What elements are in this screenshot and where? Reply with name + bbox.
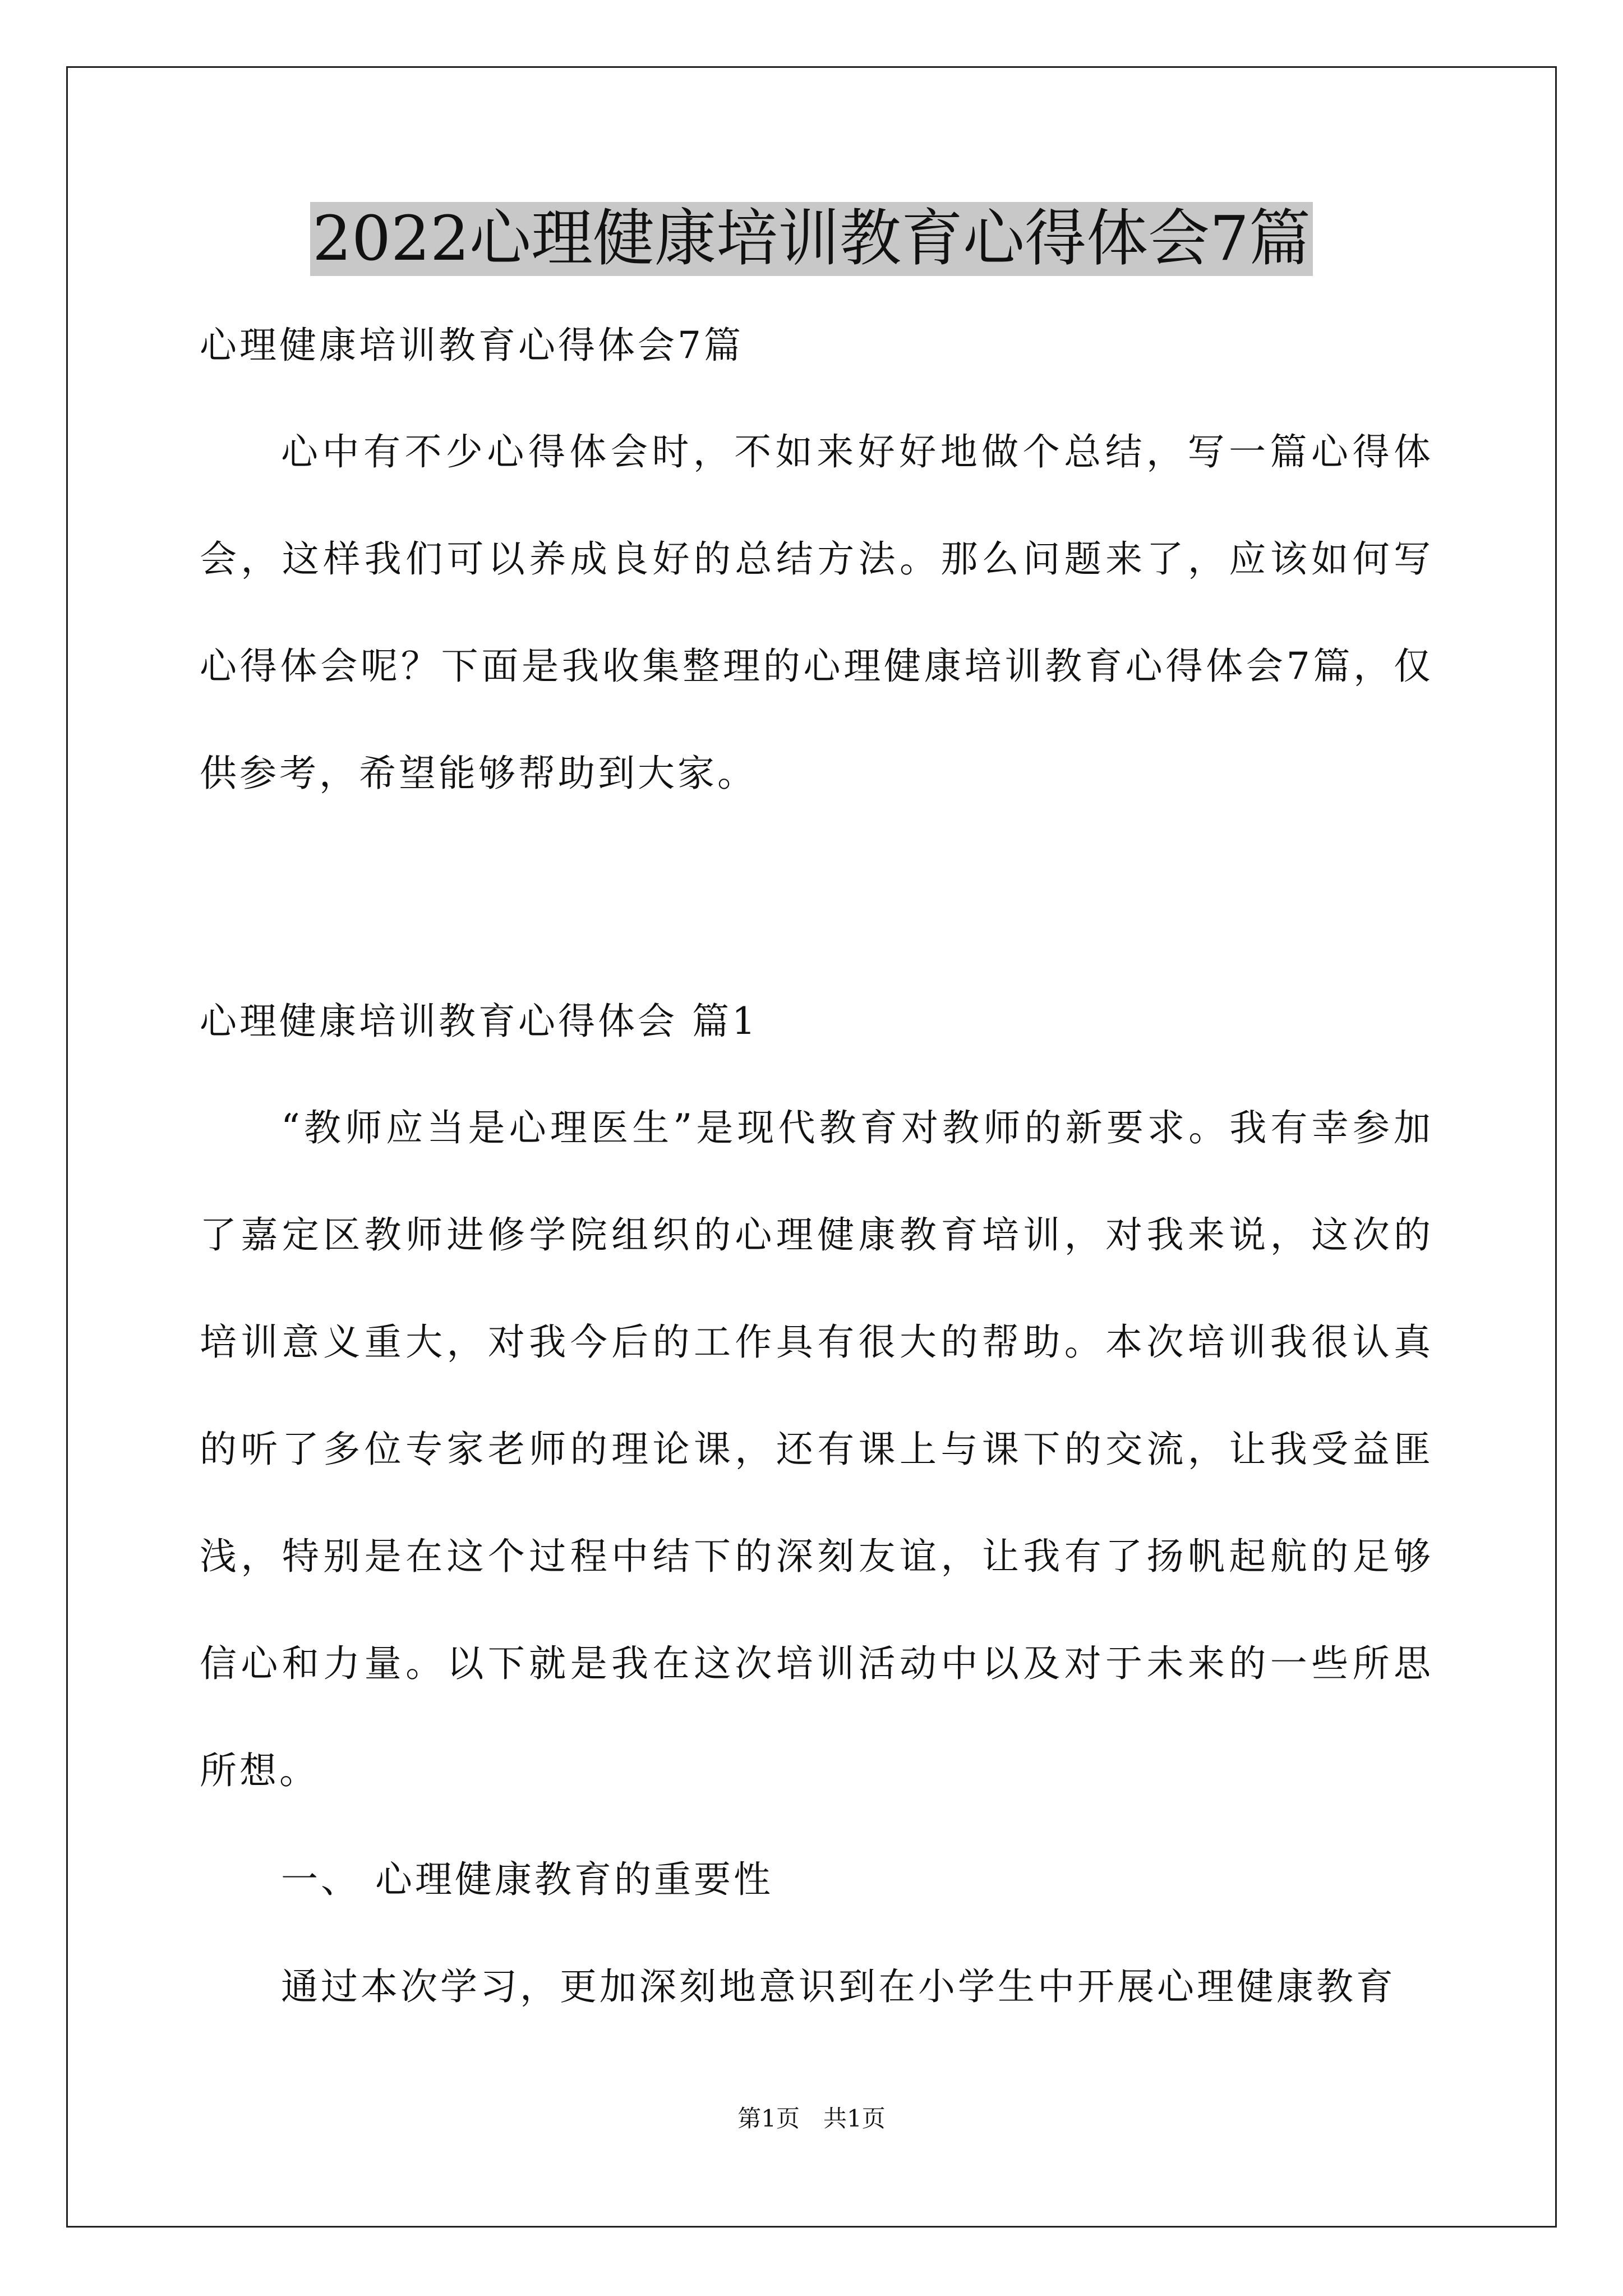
subheading: 一、 心理健康教育的重要性 xyxy=(281,1858,773,1901)
intro-paragraph: 心中有不少心得体会时，不如来好好地做个总结，写一篇心得体会，这样我们可以养成良好的总结方法。那么问题来了，应该如何写心得体会呢？下面是我收集整理的心理健康培训教育心得体会7篇，仅供参考，希望能够帮助到大家。 xyxy=(200,430,1433,795)
document-title-block xyxy=(0,202,1623,276)
section-heading: 心理健康培训教育心得体会 篇1 xyxy=(200,1000,758,1043)
last-paragraph: 通过本次学习，更加深刻地意识到在小学生中开展心理健康教育 xyxy=(281,1965,1396,2008)
document-title: 2022心理健康培训教育心得体会7篇 xyxy=(310,202,1313,276)
section-paragraph: “教师应当是心理医生”是现代教育对教师的新要求。我有幸参加了嘉定区教师进修学院组织的心理健康教育培训，对我来说，这次的培训意义重大，对我今后的工作具有很大的帮助。本次培训我很认真的听了多位专家老师的理论课，还有课上与课下的交流，让我受益匪浅，特别是在这个过程中结下的深刻友谊，让我有了扬帆起航的足够信心和力量。以下就是我在这次培训活动中以及对于未来的一些所思所想。 xyxy=(200,1106,1433,1792)
page-footer: 第1页 共1页 xyxy=(737,2105,886,2132)
subtitle: 心理健康培训教育心得体会7篇 xyxy=(200,324,744,367)
